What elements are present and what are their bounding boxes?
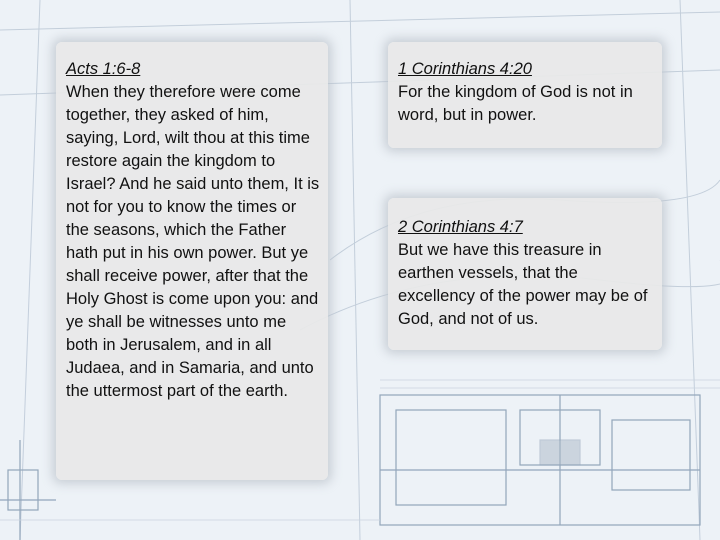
acts-passage-card: [56, 42, 328, 480]
second-corinthians-card: [388, 198, 662, 350]
first-corinthians-reference: 1 Corinthians 4:20: [398, 60, 532, 78]
acts-reference: Acts 1:6-8: [66, 60, 141, 78]
second-corinthians-reference: 2 Corinthians 4:7: [398, 218, 523, 236]
first-corinthians-card: [388, 42, 662, 148]
second-corinthians-text: But we have this treasure in earthen vessels, that the excellency of the power may be of God, and not of us.: [398, 241, 648, 328]
first-corinthians-text: For the kingdom of God is not in word, but in power.: [398, 83, 633, 124]
acts-text: When they therefore were come together, they asked of him, saying, Lord, wilt thou at this time restore again the kingdom to Israel? And he said unto them, It is not for you to know the times or the seasons, which the Father hath put in his own power. But ye shall receive power, after that the Holy Ghost is come upon you: and ye shall be witnesses unto me both in Jerusalem, and in all Judaea, and in Samaria, and unto the uttermost part of the earth.: [66, 83, 320, 400]
